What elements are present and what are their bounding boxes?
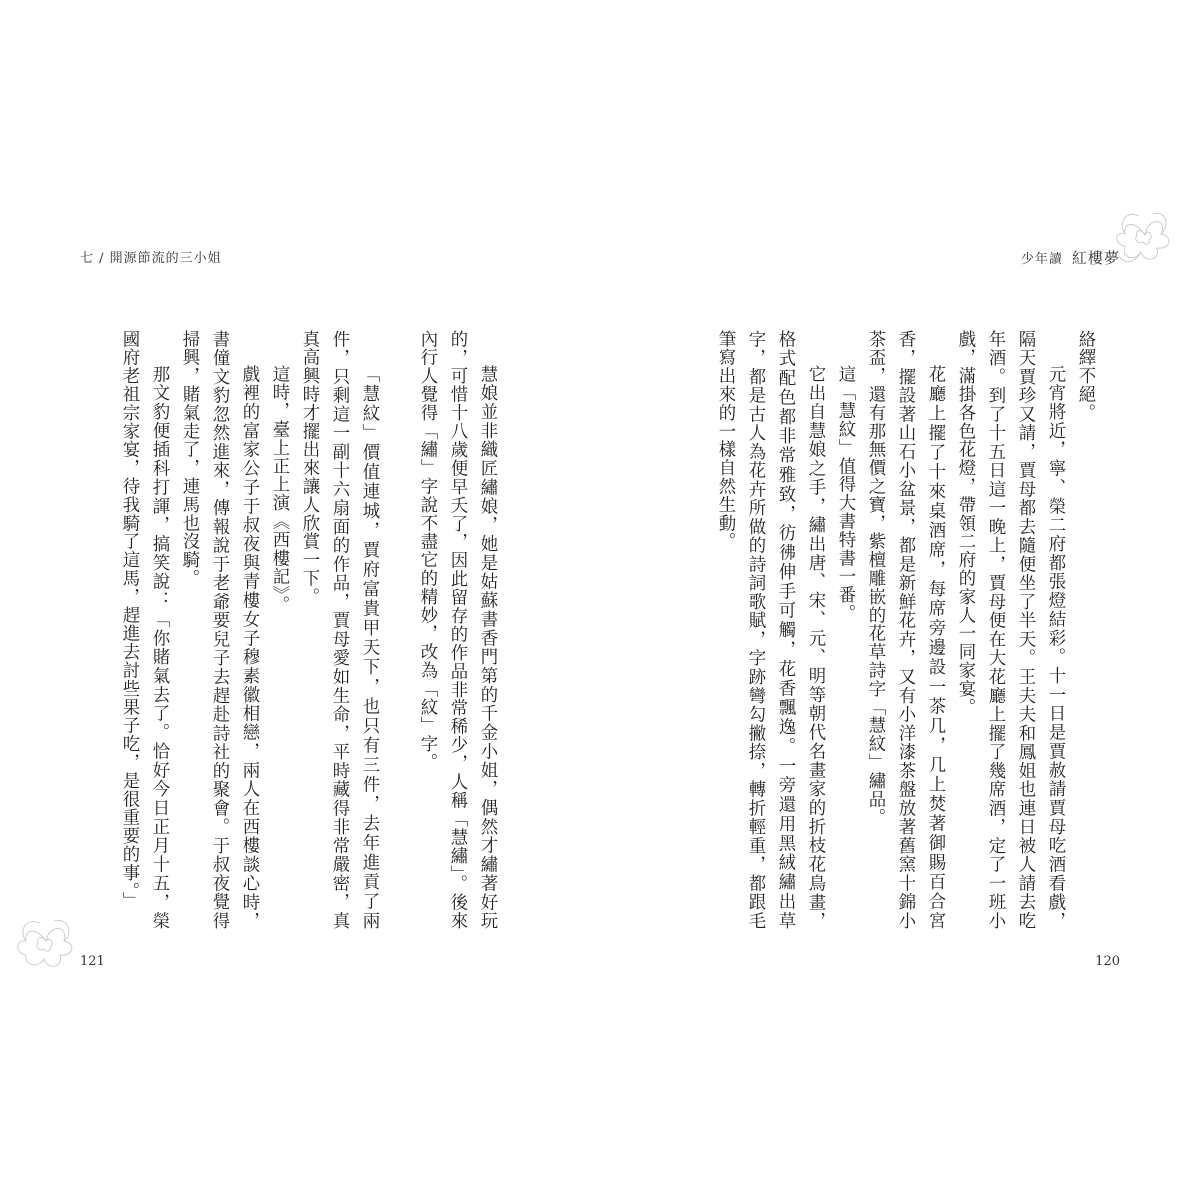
body-text xyxy=(698,330,1128,930)
page-number: 121 xyxy=(80,954,105,969)
paragraph: 那文豹便插科打諢，搞笑說：「你賭氣去了。恰好今日正月十五，榮國府老祖宗家宴，待我騎了這馬，趕進去討些果子吃，是很重要的事。」 xyxy=(119,330,169,930)
peony-flower-icon xyxy=(10,905,82,975)
paragraph: 絡繹不絕。 xyxy=(1075,330,1095,422)
paragraph: 這「慧紋」值得大書特書一番。 xyxy=(835,364,855,623)
paragraph: 戲裡的富家公子于叔夜與青樓女子穆素徽相戀，兩人在西樓談心時，書僮文豹忽然進來，傳報說于老爺要兒子去趕赴詩社的聚會。于叔夜覺得掃興，賭氣走了，連馬也沒騎。 xyxy=(179,330,259,930)
paragraph: 它出自慧娘之手，繡出唐、宋、元、明等朝代名畫家的折枝花鳥畫，格式配色都非常雅致，彷彿伸手可觸，花香飄逸。一旁還用黑絨繡出草字，都是古人為花卉所做的詩詞歌賦，字跡彎勾撇捺，轉折輕重，都跟毛筆寫出來的一樣自然生動。 xyxy=(715,330,825,930)
book-title: 紅樓夢 xyxy=(1071,249,1120,267)
series-prefix: 少年讀 xyxy=(1020,252,1063,267)
paragraph: 元宵將近，寧、榮二府都張燈結彩。十一日是賈赦請賈母吃酒看戲，隔天賈珍又請，賈母都去隨便坐了半天。王夫夫和鳳姐也連日被人請去吃年酒。到了十五日這一晚上，賈母便在大花廳上擺了幾席酒，定了一班小戲，滿掛各色花燈，帶領二府的家人一同家宴。 xyxy=(955,330,1065,930)
paragraph: 慧娘並非織匠繡娘，她是姑蘇書香門第的千金小姐，偶然才繡著好玩的，可惜十八歲便早夭了，因此留存的作品非常稀少，人稱「慧繡」。後來內行人覺得「繡」字說不盡它的精妙，改為「紋」字。 xyxy=(417,330,497,930)
paragraph: 這時，臺上正上演《西樓記》。 xyxy=(269,364,289,614)
body-text xyxy=(72,330,502,930)
page-number: 120 xyxy=(1095,954,1120,969)
running-header: 七 / 開源節流的三小姐 xyxy=(80,251,222,266)
page-120 xyxy=(600,0,1200,1200)
paragraph: 花廳上擺了十來桌酒席，每席旁邊設一茶几，几上焚著御賜百合宮香，擺設著山石小盆景，都是新鮮花卉，又有小洋漆茶盤放著舊窯十錦小茶盃，還有那無價之寶，紫檀雕嵌的花草詩字「慧紋」繡品。 xyxy=(865,330,945,930)
running-header xyxy=(1021,247,1120,268)
paragraph: 「慧紋」價值連城，賈府富貴甲天下，也只有三件，去年進貢了兩件，只剩這一副十六扇面的作品，賈母愛如生命，平時藏得非常嚴密，真真高興時才擺出來讓人欣賞一下。 xyxy=(299,330,379,930)
